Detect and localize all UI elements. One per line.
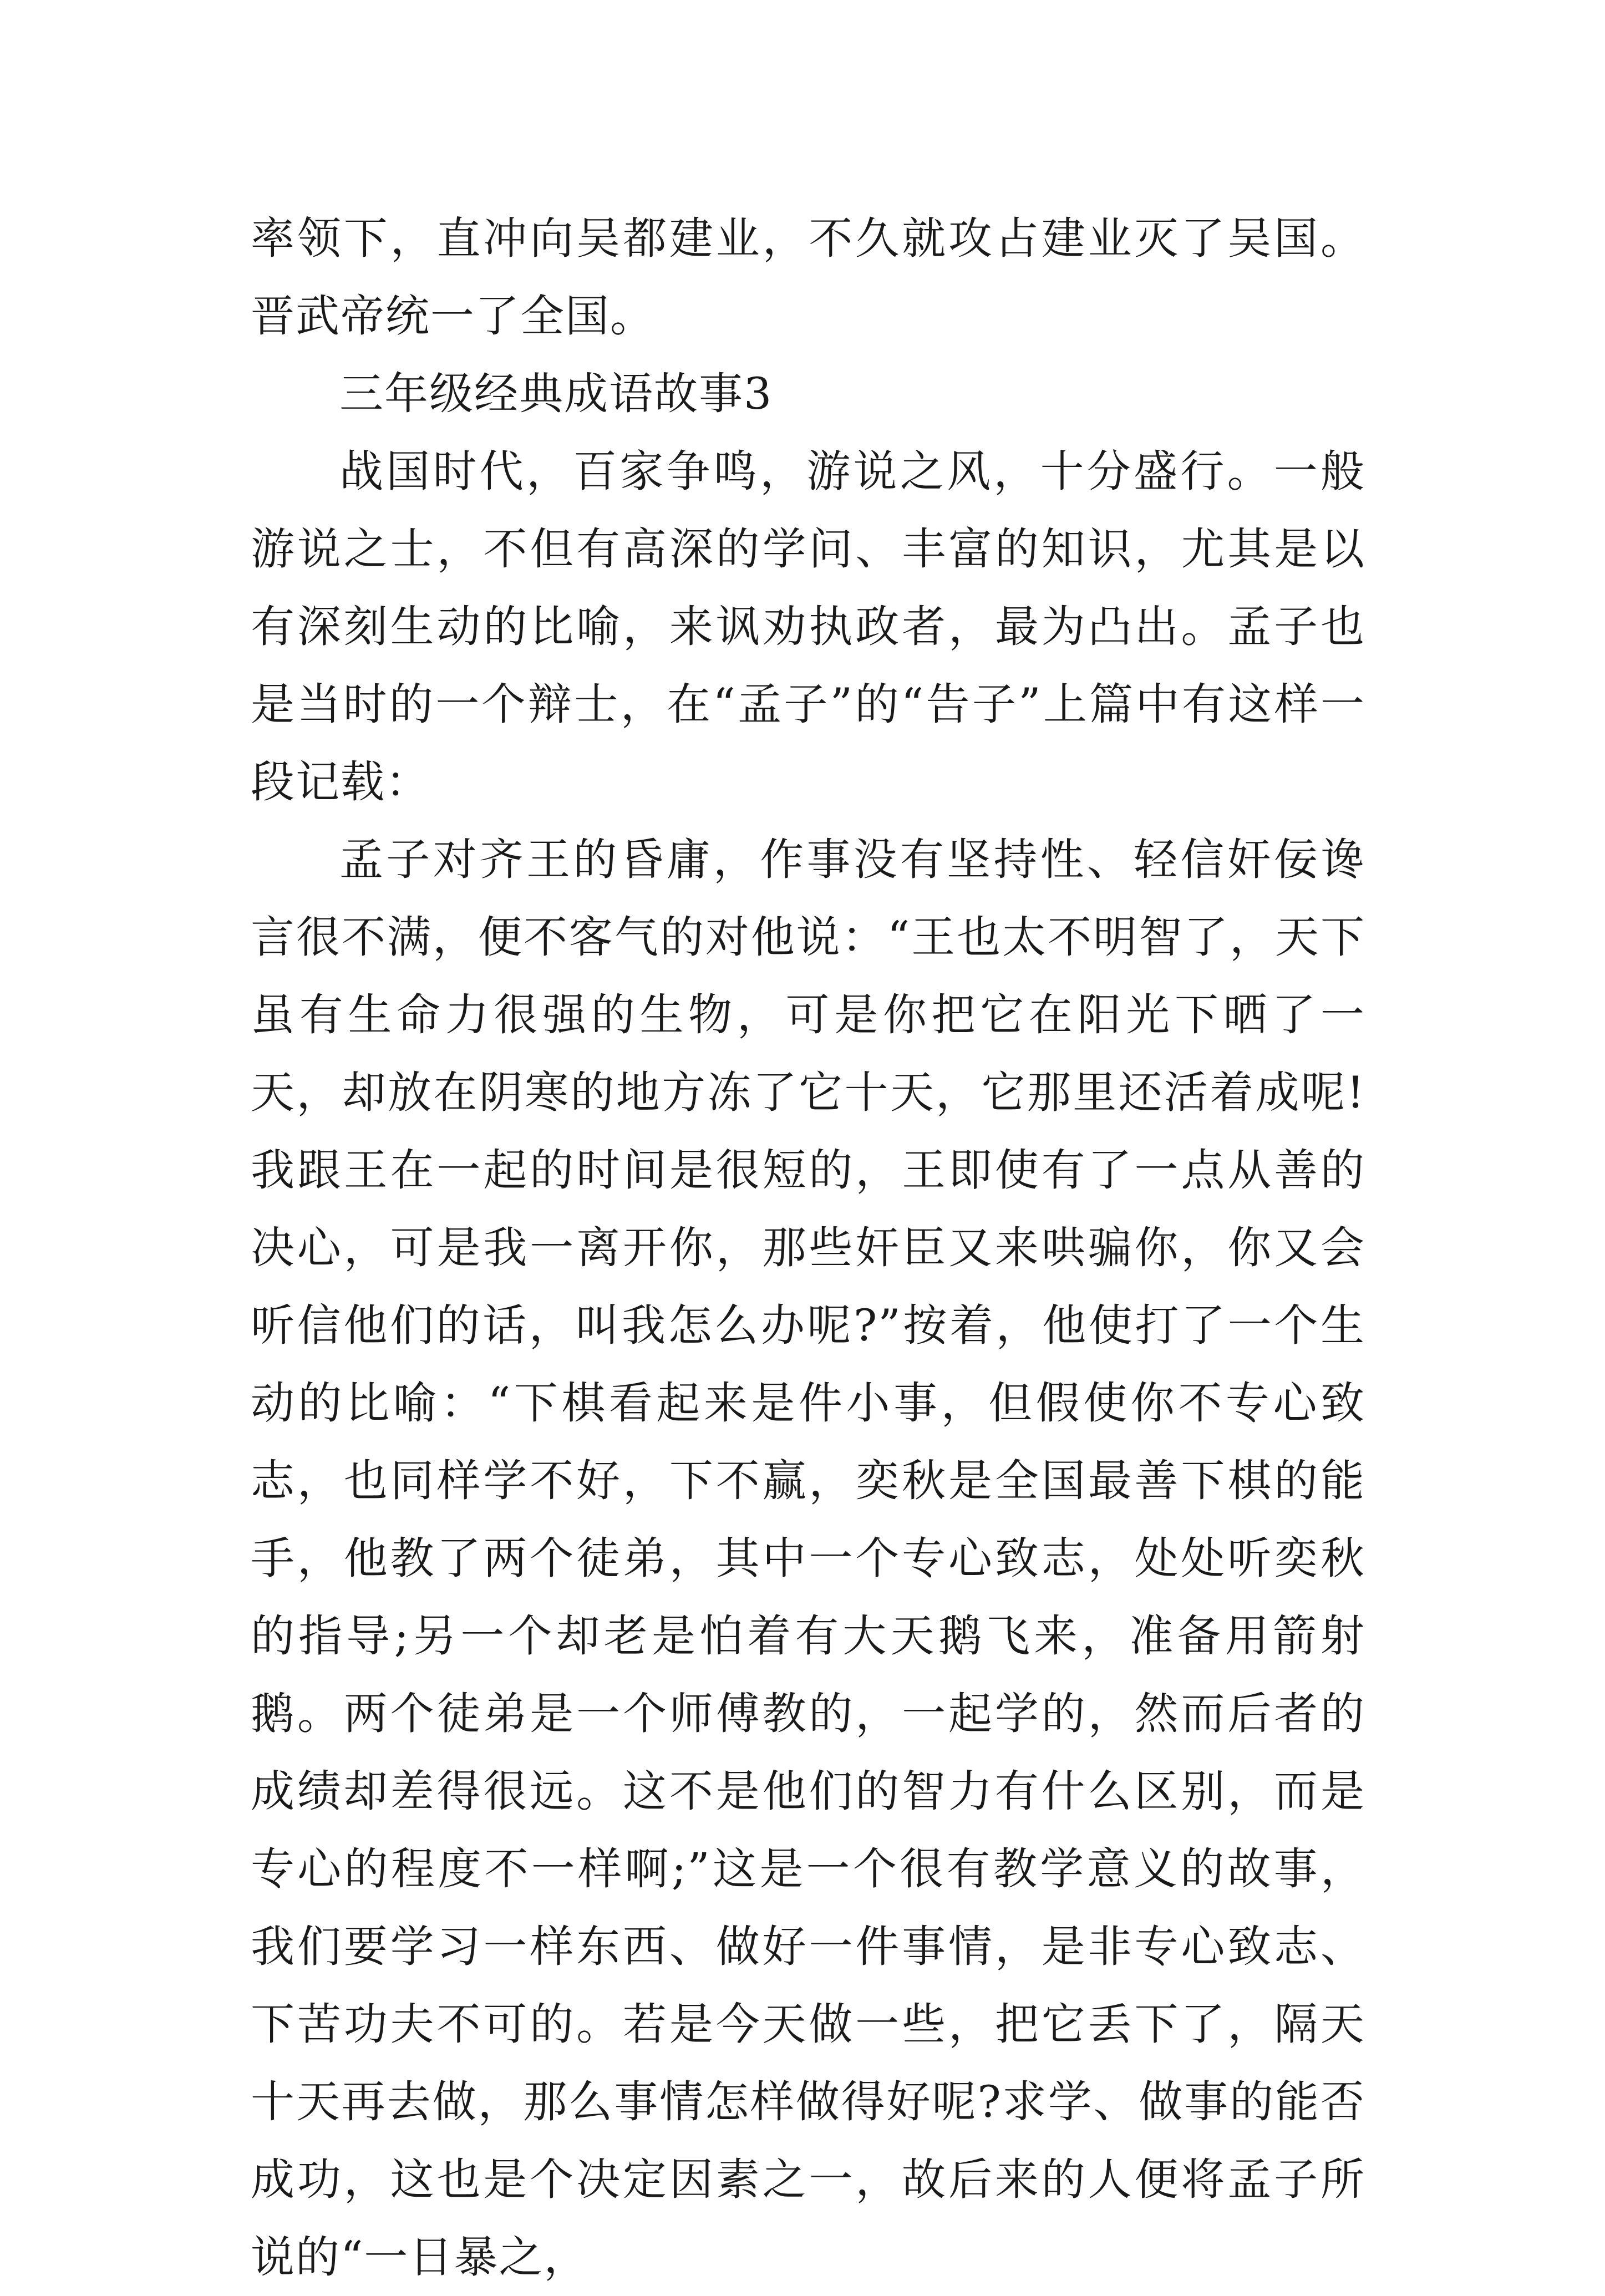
document-body bbox=[251, 200, 1365, 2296]
section-heading: 三年级经典成语故事3 bbox=[339, 368, 773, 419]
paragraph-continued: 率领下，直冲向吴都建业，不久就攻占建业灭了吴国。晋武帝统一了全国。 bbox=[251, 213, 1365, 342]
paragraph-intro: 战国时代，百家争鸣，游说之风，十分盛行。一般游说之士，不但有高深的学问、丰富的知识，尤其是以有深刻生动的比喻，来讽劝执政者，最为凸出。孟子也是当时的一个辩士，在“孟子”的“告子”上篇中有这样一段记载： bbox=[251, 446, 1365, 807]
paragraph-story: 孟子对齐王的昏庸，作事没有坚持性、轻信奸佞谗言很不满，便不客气的对他说：“王也太不明智了，天下虽有生命力很强的生物，可是你把它在阳光下晒了一天，却放在阴寒的地方冻了它十天，它那里还活着成呢!我跟王在一起的时间是很短的，王即使有了一点从善的决心，可是我一离开你，那些奸臣又来哄骗你，你又会听信他们的话，叫我怎么办呢?”按着，他使打了一个生动的比喻：“下棋看起来是件小事，但假使你不专心致志，也同样学不好，下不赢，奕秋是全国最善下棋的能手，他教了两个徒弟，其中一个专心致志，处处听奕秋的指导;另一个却老是怕着有大天鹅飞来，准备用箭射鹅。两个徒弟是一个师傅教的，一起学的，然而后者的成绩却差得很远。这不是他们的智力有什么区别，而是专心的程度不一样啊;”这是一个很有教学意义的故事，我们要学习一样东西、做好一件事情，是非专心致志、下苦功夫不可的。若是今天做一些，把它丢下了，隔天十天再去做，那么事情怎样做得好呢?求学、做事的能否成功，这也是个决定因素之一，故后来的人便将孟子所说的“一日暴之， bbox=[251, 834, 1365, 2283]
